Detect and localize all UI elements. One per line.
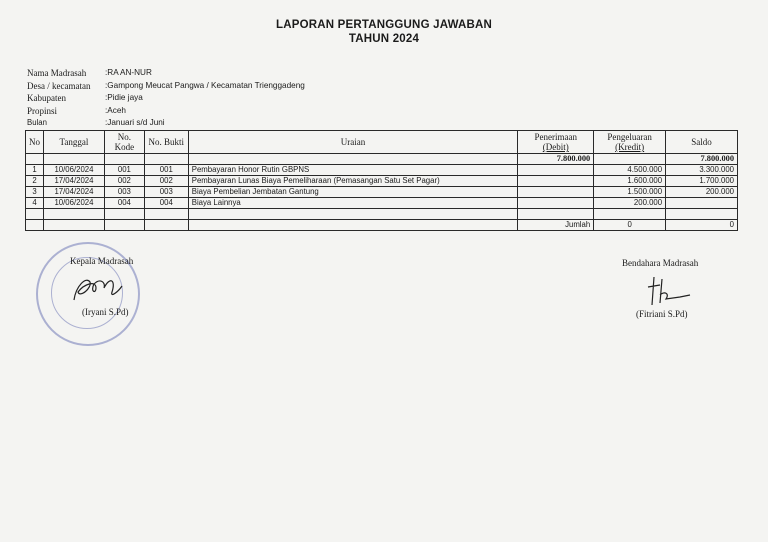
header-no: No xyxy=(26,131,44,154)
table-header-row xyxy=(26,131,738,154)
cell-bukti: 003 xyxy=(144,187,188,198)
total-row xyxy=(26,220,738,231)
ledger-table xyxy=(25,130,738,231)
info-row-desa xyxy=(27,80,305,93)
cell-no: 1 xyxy=(26,165,44,176)
info-value: :RA AN-NUR xyxy=(105,68,152,77)
cell-saldo xyxy=(666,198,738,209)
header-kode: No. Kode xyxy=(104,131,144,154)
left-signature-name: (Iryani S.Pd) xyxy=(82,307,129,317)
cell-saldo: 1.700.000 xyxy=(666,176,738,187)
cell-saldo: 3.300.000 xyxy=(666,165,738,176)
info-row-bulan xyxy=(27,117,305,130)
header-saldo: Saldo xyxy=(666,131,738,154)
opening-balance-row xyxy=(26,154,738,165)
info-value: :Aceh xyxy=(105,105,126,115)
info-row-madrasah xyxy=(27,67,305,80)
left-signature-mark xyxy=(66,268,126,308)
table-row xyxy=(26,187,738,198)
cell-no: 4 xyxy=(26,198,44,209)
cell-uraian: Biaya Pembelian Jembatan Gantung xyxy=(188,187,518,198)
info-block xyxy=(27,67,305,130)
table-row xyxy=(26,176,738,187)
cell-debit xyxy=(518,165,594,176)
info-label: Propinsi xyxy=(27,105,58,116)
total-label: Jumlah xyxy=(518,220,594,231)
right-signature-name: (Fitriani S.Pd) xyxy=(636,309,688,319)
cell-bukti: 004 xyxy=(144,198,188,209)
cell-kode: 003 xyxy=(104,187,144,198)
cell-debit xyxy=(518,198,594,209)
right-signature-title: Bendahara Madrasah xyxy=(622,258,699,268)
cell-bukti: 001 xyxy=(144,165,188,176)
cell-debit xyxy=(518,187,594,198)
cell-tanggal: 10/06/2024 xyxy=(44,198,105,209)
cell-uraian: Pembayaran Lunas Biaya Pemeliharaan (Pemasangan Satu Set Pagar) xyxy=(188,176,518,187)
table-row xyxy=(26,198,738,209)
cell-tanggal: 17/04/2024 xyxy=(44,176,105,187)
header-tanggal: Tanggal xyxy=(44,131,105,154)
header-bukti: No. Bukti xyxy=(144,131,188,154)
header-penerimaan-label: Penerimaan xyxy=(534,132,578,142)
cell-bukti: 002 xyxy=(144,176,188,187)
right-signature-mark xyxy=(644,273,694,309)
info-row-kabupaten xyxy=(27,92,305,105)
header-uraian: Uraian xyxy=(188,131,518,154)
cell-debit xyxy=(518,176,594,187)
info-label: Desa / kecamatan xyxy=(27,80,91,91)
opening-debit: 7.800.000 xyxy=(518,154,594,165)
cell-uraian: Biaya Lainnya xyxy=(188,198,518,209)
cell-kredit: 1.500.000 xyxy=(594,187,666,198)
info-row-propinsi xyxy=(27,105,305,118)
table-row xyxy=(26,165,738,176)
total-kredit: 0 xyxy=(594,220,666,231)
cell-kode: 004 xyxy=(104,198,144,209)
header-debit-label: (Debit) xyxy=(542,142,569,152)
cell-kredit: 4.500.000 xyxy=(594,165,666,176)
cell-kode: 002 xyxy=(104,176,144,187)
report-year: TAHUN 2024 xyxy=(348,33,420,45)
header-pengeluaran xyxy=(594,131,666,154)
cell-no: 2 xyxy=(26,176,44,187)
empty-row xyxy=(26,209,738,220)
cell-saldo: 200.000 xyxy=(666,187,738,198)
header-kredit-label: (Kredit) xyxy=(615,142,645,152)
cell-uraian: Pembayaran Honor Rutin GBPNS xyxy=(188,165,518,176)
cell-kode: 001 xyxy=(104,165,144,176)
cell-kredit: 200.000 xyxy=(594,198,666,209)
info-label: Bulan xyxy=(27,118,47,128)
header-penerimaan xyxy=(518,131,594,154)
left-signature-title: Kepala Madrasah xyxy=(70,256,134,266)
header-pengeluaran-label: Pengeluaran xyxy=(607,132,652,142)
info-label: Nama Madrasah xyxy=(27,68,87,78)
info-value: :Januari s/d Juni xyxy=(105,118,165,128)
cell-no: 3 xyxy=(26,187,44,198)
opening-saldo: 7.800.000 xyxy=(666,154,738,165)
cell-kredit: 1.600.000 xyxy=(594,176,666,187)
cell-tanggal: 17/04/2024 xyxy=(44,187,105,198)
report-title: LAPORAN PERTANGGUNG JAWABAN xyxy=(275,19,493,31)
cell-tanggal: 10/06/2024 xyxy=(44,165,105,176)
total-saldo: 0 xyxy=(666,220,738,231)
info-label: Kabupaten xyxy=(27,93,66,104)
info-value: :Gampong Meucat Pangwa / Kecamatan Trienggadeng xyxy=(105,80,305,90)
info-value: :Pidie jaya xyxy=(105,93,143,103)
